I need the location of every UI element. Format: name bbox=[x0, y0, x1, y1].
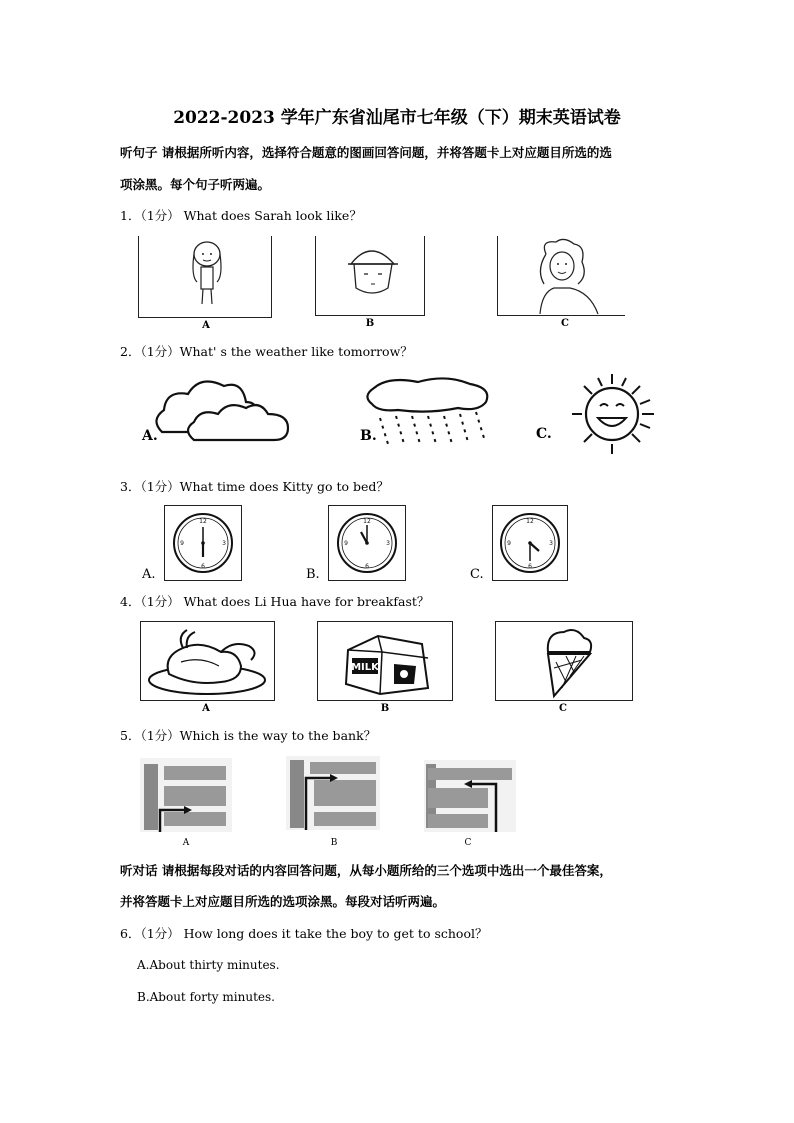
roast-chicken-icon bbox=[141, 622, 273, 700]
svg-text:6: 6 bbox=[528, 563, 532, 570]
svg-text:3: 3 bbox=[222, 540, 226, 547]
q1-label-a: A bbox=[202, 320, 210, 331]
girl-curly-hair-icon bbox=[498, 236, 626, 316]
clock-eleven-icon bbox=[329, 506, 405, 580]
section-instruction-line2: 项涂黑。每个句子听两遍。 bbox=[120, 177, 271, 192]
girl-with-hat-icon bbox=[316, 236, 426, 316]
q3-label-a: A. bbox=[142, 567, 156, 582]
route-map-c-icon bbox=[424, 760, 516, 832]
ice-cream-cone-icon bbox=[496, 622, 632, 700]
q2-option-a-image[interactable] bbox=[142, 372, 294, 444]
sunny-icon bbox=[536, 370, 672, 462]
question-1-text: 1．（1分） What does Sarah look like？ bbox=[120, 208, 362, 223]
q2-label-b: B. bbox=[360, 428, 377, 444]
q1-label-c: C bbox=[561, 318, 569, 329]
q5-label-a: A bbox=[182, 838, 190, 848]
svg-text:3: 3 bbox=[386, 540, 390, 547]
q1-label-b: B bbox=[365, 318, 375, 329]
svg-text:9: 9 bbox=[507, 540, 511, 547]
clock-four-thirty-icon bbox=[493, 506, 567, 580]
svg-text:12: 12 bbox=[526, 518, 534, 525]
q6-option-b[interactable]: B.About forty minutes. bbox=[137, 990, 275, 1004]
question-2-text: 2．（1分）What' s the weather like tomorrow？ bbox=[120, 344, 413, 359]
svg-text:9: 9 bbox=[344, 540, 348, 547]
svg-text:9: 9 bbox=[180, 540, 184, 547]
q5-option-b-image[interactable] bbox=[286, 756, 380, 848]
q5-label-b: B bbox=[330, 838, 338, 848]
page-title: 2022-2023 学年广东省汕尾市七年级（下）期末英语试卷 bbox=[173, 108, 621, 128]
cloudy-icon bbox=[142, 372, 294, 444]
q4-label-c: C bbox=[559, 703, 567, 714]
q6-option-a[interactable]: A.About thirty minutes. bbox=[137, 958, 280, 972]
route-map-b-icon bbox=[286, 756, 380, 830]
rainy-icon bbox=[358, 372, 494, 448]
q5-label-c: C bbox=[464, 838, 472, 848]
svg-text:12: 12 bbox=[363, 518, 371, 525]
section2-instruction-line2: 并将答题卡上对应题目所选的选项涂黑。每段对话听两遍。 bbox=[120, 894, 446, 909]
svg-text:6: 6 bbox=[365, 563, 369, 570]
section-instruction-line1: 听句子 请根据所听内容，选择符合题意的图画回答问题，并将答题卡上对应题目所选的选 bbox=[120, 145, 612, 160]
milk-carton-icon bbox=[318, 622, 451, 700]
q2-option-c-image[interactable] bbox=[536, 370, 672, 462]
q4-label-a: A bbox=[202, 703, 210, 714]
q3-label-c: C. bbox=[470, 567, 484, 582]
q5-option-c-image[interactable] bbox=[424, 760, 516, 848]
girl-long-hair-icon bbox=[139, 236, 273, 318]
q2-label-a: A. bbox=[142, 428, 158, 444]
section2-instruction-line1: 听对话 请根据每段对话的内容回答问题，从每小题所给的三个选项中选出一个最佳答案， bbox=[120, 863, 612, 878]
q2-label-c: C. bbox=[536, 426, 552, 442]
svg-text:3: 3 bbox=[549, 540, 553, 547]
question-6-text: 6．（1分） How long does it take the boy to get to school？ bbox=[120, 926, 488, 941]
clock-six-icon bbox=[165, 506, 241, 580]
svg-text:12: 12 bbox=[199, 518, 207, 525]
route-map-a-icon bbox=[140, 758, 232, 832]
q3-label-b: B. bbox=[306, 567, 320, 582]
q2-option-b-image[interactable] bbox=[358, 372, 494, 448]
milk-carton-label: MILK bbox=[351, 662, 379, 673]
q4-label-b: B bbox=[380, 703, 390, 714]
question-4-text: 4．（1分） What does Li Hua have for breakfast？ bbox=[120, 594, 430, 609]
question-5-text: 5．（1分）Which is the way to the bank？ bbox=[120, 728, 377, 743]
q5-option-a-image[interactable] bbox=[140, 758, 232, 848]
svg-text:6: 6 bbox=[201, 563, 205, 570]
question-3-text: 3．（1分）What time does Kitty go to bed？ bbox=[120, 479, 389, 494]
